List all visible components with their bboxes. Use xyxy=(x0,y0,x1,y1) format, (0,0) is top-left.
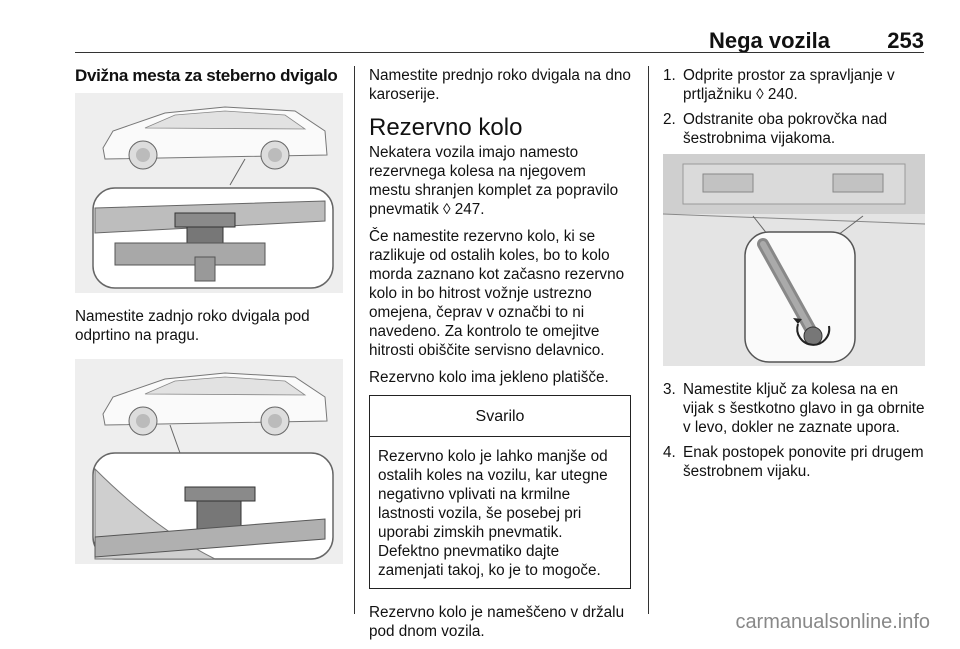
rear-lift-point-illustration xyxy=(75,93,343,293)
list-item: 2. Odstranite oba pokrovčka nad šestrobnima vijakoma. xyxy=(663,111,888,147)
watermark: carmanualsonline.info xyxy=(735,611,930,633)
column-2 xyxy=(369,66,631,649)
column-1 xyxy=(75,66,343,564)
page-number: 253 xyxy=(887,28,924,53)
para-spare-location: Rezervno kolo je nameščeno v držalu pod dnom vozila. xyxy=(369,604,625,640)
car-lift-svg xyxy=(75,93,343,293)
front-lift-point-illustration xyxy=(75,359,343,564)
warning-text: Rezervno kolo je lahko manjše od ostalih koles na vozilu, kar utegne negativno vplivati na krmilne lastnosti vozila, še posebej pri uporabi zimskih pnevmatik. Defektno pnevmatiko dajte zamenjati takoj, ko je to mogoče. xyxy=(378,448,608,579)
section-heading-spare-wheel: Rezervno kolo xyxy=(369,114,523,141)
luggage-compartment-illustration xyxy=(663,154,925,366)
para-repair-kit: Nekatera vozila imajo namesto rezervnega kolesa na njegovem mestu shranjen komplet za popravilo pnevmatik ◊ 247. xyxy=(369,144,619,218)
header-title: Nega vozila xyxy=(708,28,830,53)
list-item: 1. Odprite prostor za spravljanje v prtljažniku ◊ 240. xyxy=(663,67,895,103)
list-item: 3. Namestite ključ za kolesa na en vijak s šestkotno glavo in ga obrnite v levo, dokler ne zaznate upora. xyxy=(663,381,925,436)
para-front-arm: Namestite prednjo roko dvigala na dno karoserije. xyxy=(369,67,631,103)
para-steel-rim: Rezervno kolo ima jekleno platišče. xyxy=(369,369,609,386)
section-heading: Dvižna mesta za steberno dvigalo xyxy=(75,66,338,85)
list-item: 4. Enak postopek ponovite pri drugem šestrobnem vijaku. xyxy=(663,444,924,480)
steps-list-b xyxy=(663,380,925,481)
para-temporary-spare: Če namestite rezervno kolo, ki se razlikuje od ostalih koles, bo to kolo morda zaznano kot začasno rezervno kolo in bo hitrost vožnje ustrezno omejena, čeprav v označbi to ni navedeno. Za kontrolo te omejitve hitrosti obiščite servisno delavnico. xyxy=(369,228,625,359)
warning-box xyxy=(369,395,631,589)
trunk-svg xyxy=(663,154,925,366)
warning-title: Svarilo xyxy=(370,396,630,437)
header-rule xyxy=(75,52,924,53)
column-3 xyxy=(663,66,925,487)
caption-rear-arm: Namestite zadnjo roko dvigala pod odprtino na pragu. xyxy=(75,308,310,344)
steps-list-a xyxy=(663,66,925,148)
column-divider xyxy=(648,66,649,614)
column-divider xyxy=(354,66,355,614)
car-lift-svg-2 xyxy=(75,359,343,564)
